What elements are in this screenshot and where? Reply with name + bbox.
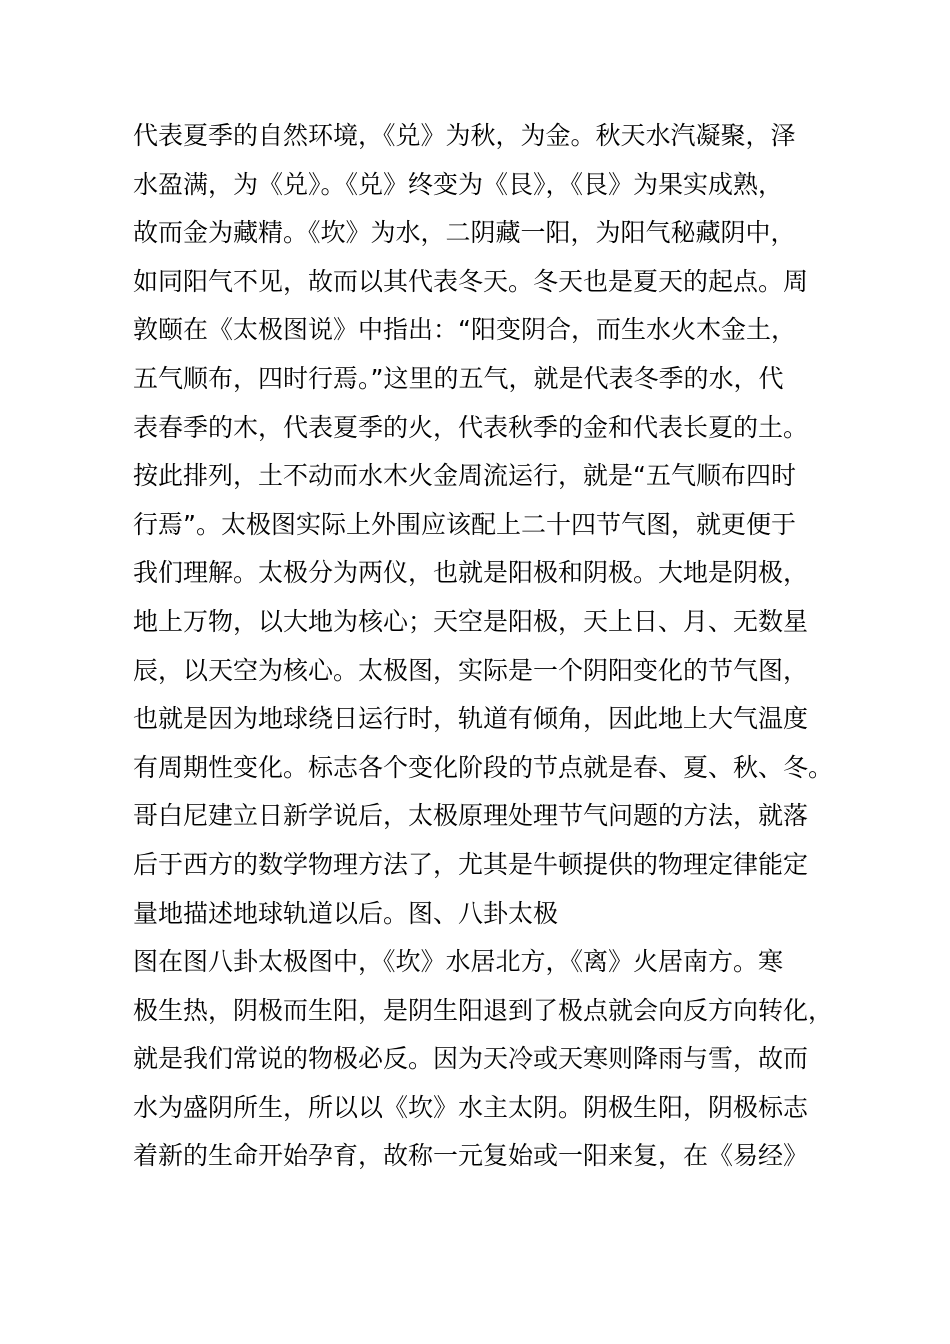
text-line: 着新的生命开始孕育，故称一元复始或一阳来复，在《易经》 bbox=[133, 1141, 809, 1171]
text-line: 哥白尼建立日新学说后，太极原理处理节气问题的方法，就落 bbox=[133, 801, 809, 831]
text-line: 故而金为藏精。《坎》为水，二阴藏一阳，为阳气秘藏阴中， bbox=[133, 218, 796, 248]
text-line: 按此排列，土不动而水木火金周流运行，就是“五气顺布四时 bbox=[133, 461, 796, 491]
text-line: 量地描述地球轨道以后。图、八卦太极 bbox=[133, 898, 559, 928]
text-line: 就是我们常说的物极必反。因为天冷或天寒则降雨与雪，故而 bbox=[133, 1044, 809, 1074]
text-line: 敦颐在《太极图说》中指出：“阳变阴合，而生水火木金土， bbox=[133, 315, 796, 345]
text-line: 也就是因为地球绕日运行时，轨道有倾角，因此地上大气温度 bbox=[133, 704, 809, 734]
text-line: 图在图八卦太极图中，《坎》水居北方，《离》火居南方。寒 bbox=[133, 947, 784, 977]
text-line: 水盈满，为《兑》。《兑》终变为《艮》，《艮》为果实成熟， bbox=[133, 169, 784, 199]
text-line: 如同阳气不见，故而以其代表冬天。冬天也是夏天的起点。周 bbox=[133, 266, 809, 296]
text-line: 辰，以天空为核心。太极图，实际是一个阴阳变化的节气图， bbox=[133, 655, 809, 685]
text-line: 后于西方的数学物理方法了，尤其是牛顿提供的物理定律能定 bbox=[133, 849, 809, 879]
text-line: 地上万物，以大地为核心；天空是阳极，天上日、月、无数星 bbox=[133, 606, 809, 636]
text-line: 表春季的木，代表夏季的火，代表秋季的金和代表长夏的土。 bbox=[133, 412, 809, 442]
text-line: 极生热，阴极而生阳，是阴生阳退到了极点就会向反方向转化， bbox=[133, 995, 834, 1025]
text-line: 代表夏季的自然环境，《兑》为秋，为金。秋天水汽凝聚，泽 bbox=[133, 121, 796, 150]
text-line: 行焉”。太极图实际上外围应该配上二十四节气图，就更便于 bbox=[133, 509, 796, 539]
body-text bbox=[133, 112, 853, 1181]
text-line: 有周期性变化。标志各个变化阶段的节点就是春、夏、秋、冬。 bbox=[133, 752, 834, 782]
text-line: 五气顺布，四时行焉。”这里的五气，就是代表冬季的水，代 bbox=[133, 363, 784, 393]
text-line: 水为盛阴所生，所以以《坎》水主太阴。阴极生阳，阴极标志 bbox=[133, 1092, 809, 1122]
text-line: 我们理解。太极分为两仪，也就是阳极和阴极。大地是阴极， bbox=[133, 558, 809, 588]
